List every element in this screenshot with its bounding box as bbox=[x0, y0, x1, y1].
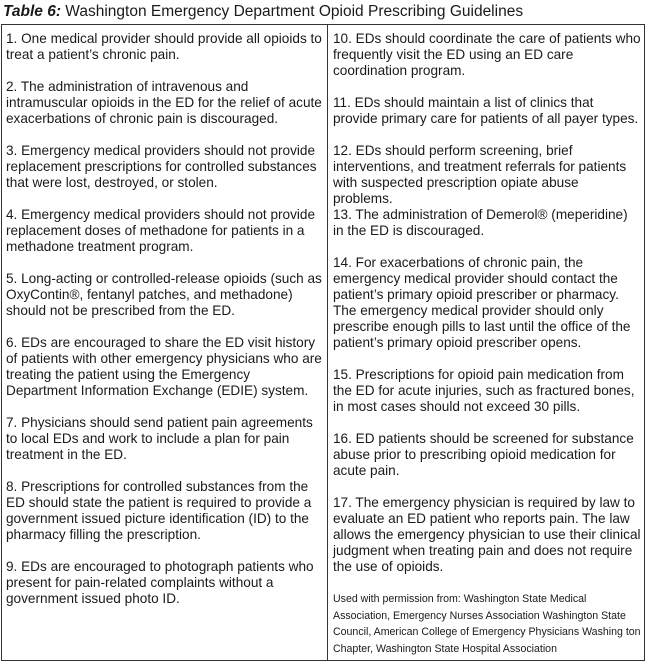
guideline-item-11: 11. EDs should maintain a list of clinics that provide primary care for patients of all payer types. bbox=[333, 95, 639, 127]
guideline-item-17: 17. The emergency physician is required by law to evaluate an ED patient who reports pain. The law allows the emergency physician to use their clinical judgment when treating pain and does not require the use of opioids. bbox=[333, 495, 641, 575]
guideline-item-1: 1. One medical provider should provide all opioids to treat a patient’s chronic pain. bbox=[6, 31, 322, 63]
table-title bbox=[0, 0, 650, 23]
table-title-text: Washington Emergency Department Opioid Prescribing Guidelines bbox=[61, 3, 524, 20]
guideline-item-16: 16. ED patients should be screened for substance abuse prior to prescribing opioid medication for acute pain. bbox=[333, 431, 634, 479]
guideline-item-9: 9. EDs are encouraged to photograph patients who present for pain-related complaints without a government issued photo ID. bbox=[6, 559, 314, 607]
table-number-label: Table 6: bbox=[3, 3, 61, 20]
guideline-item-13: 13. The administration of Demerol® (meperidine) in the ED is discouraged. bbox=[333, 207, 628, 239]
column-divider bbox=[327, 25, 328, 660]
guideline-item-7: 7. Physicians should send patient pain agreements to local EDs and work to include a plan for pain treatment in the ED. bbox=[6, 415, 313, 463]
guideline-item-10: 10. EDs should coordinate the care of patients who frequently visit the ED using an ED care coordination program. bbox=[333, 31, 641, 79]
guidelines-table bbox=[1, 24, 645, 661]
guideline-item-14: 14. For exacerbations of chronic pain, the emergency medical provider should contact the patient’s primary opioid prescriber or pharmacy. The emergency medical provider should only prescribe enough pills to last until the office of the patient’s primary opioid prescriber opens. bbox=[333, 255, 631, 351]
guideline-item-15: 15. Prescriptions for opioid pain medication from the ED for acute injuries, such as fractured bones, in most cases should not exceed 30 pills. bbox=[333, 367, 635, 415]
guideline-item-6: 6. EDs are encouraged to share the ED visit history of patients with other emergency physicians who are treating the patient using the Emergency Department Information Exchange (EDIE) system. bbox=[6, 335, 322, 399]
guideline-item-8: 8. Prescriptions for controlled substances from the ED should state the patient is required to provide a government issued picture identification (ID) to the pharmacy filling the prescription. bbox=[6, 479, 312, 543]
guideline-item-3: 3. Emergency medical providers should not provide replacement prescriptions for controlled substances that were lost, destroyed, or stolen. bbox=[6, 143, 317, 191]
guideline-item-2: 2. The administration of intravenous and intramuscular opioids in the ED for the relief of acute exacerbations of chronic pain is discouraged. bbox=[6, 79, 322, 127]
permission-note: Used with permission from: Washington State Medical Association, Emergency Nurses Association Washington State Council, American College of Emergency Physicians Washing ton Chapter, Washington State Hospital Association bbox=[333, 593, 641, 655]
guideline-item-5: 5. Long-acting or controlled-release opioids (such as OxyContin®, fentanyl patches, and methadone) should not be prescribed from the ED. bbox=[6, 271, 322, 319]
guideline-item-12: 12. EDs should perform screening, brief interventions, and treatment referrals for patients with suspected prescription opiate abuse problems. bbox=[333, 143, 627, 207]
guideline-item-4: 4. Emergency medical providers should not provide replacement doses of methadone for patients in a methadone treatment program. bbox=[6, 207, 316, 255]
